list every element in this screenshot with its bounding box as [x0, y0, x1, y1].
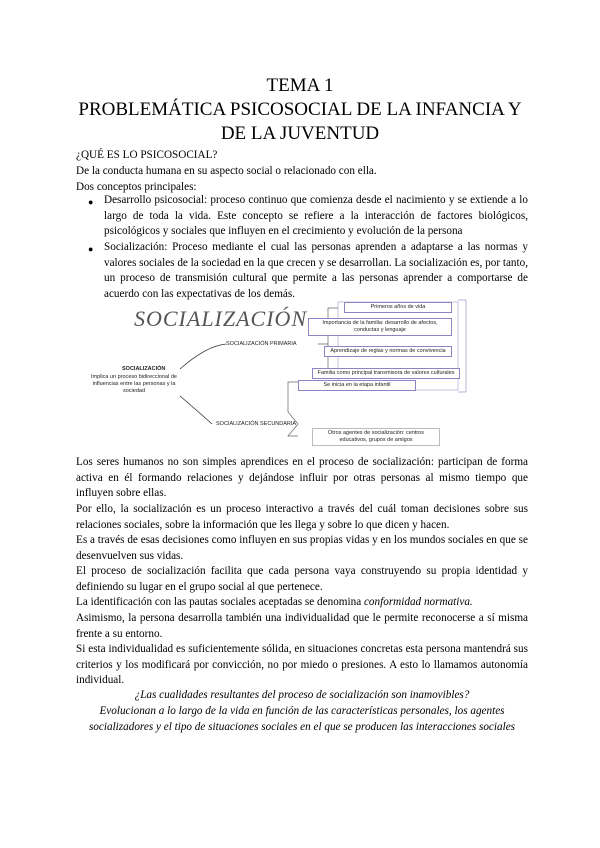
paragraph-6: Si esta individualidad es suficientemente sólida, en situaciones concretas esta persona mantendrá sus criterios y los modificará por convicción, no por miedo o presiones. A esto lo llamamos autonomía individual.	[76, 643, 528, 687]
diagram-center-desc: Implica un proceso bidireccional de influencias entre las personas y la sociedad	[91, 374, 177, 394]
page-subtitle-line1: PROBLEMÁTICA PSICOSOCIAL DE LA INFANCIA Y	[78, 99, 522, 120]
primary-box-1: Primeros años de vida	[344, 302, 452, 313]
diagram-title: SOCIALIZACIÓN	[134, 306, 308, 331]
bullet-marker: ●	[88, 197, 94, 207]
bullet-socializacion: Socialización: Proceso mediante el cual las personas aprenden a adaptarse a las normas y valores sociales de la sociedad en la que crecen y se desarrollan. La socialización es, por tanto, un proceso de transmisión cultural que permite a las personas aprender a comportarse de acuerdo con las expectativas de los demás.	[104, 241, 529, 300]
paragraph-1: Los seres humanos no son simples aprendices en el proceso de socialización: participan de forma activa en él formando relaciones y dejándose influir por otras personas al mismo tiempo que influyen sobre ellas.	[76, 456, 528, 500]
conformity-term: conformidad normativa.	[363, 596, 473, 608]
intro-question: ¿QUÉ ES LO PSICOSOCIAL?	[76, 149, 218, 161]
closing-answer: Evolucionan a lo largo de la vida en función de las características personales, los agentes socializadores y el tipo de situaciones sociales en el que se producen las interacciones sociales	[88, 705, 516, 733]
page-subtitle-line2: DE LA JUVENTUD	[220, 123, 380, 144]
primary-box-3: Aprendizaje de reglas y normas de convivencia	[324, 346, 452, 357]
diagram-center-title: SOCIALIZACIÓN	[122, 366, 166, 372]
diagram-secondary-label: SOCIALIZACIÓN SECUNDARIA	[216, 421, 297, 427]
paragraph-4: El proceso de socialización facilita que cada persona vaya construyendo su propia identidad y definiendo su lugar en el grupo social al que pertenece.	[76, 565, 528, 593]
bullet-desarrollo-psicosocial: Desarrollo psicosocial: proceso continuo que comienza desde el nacimiento y se extiende a lo largo de toda la vida. Este concepto se refiere a la interacción de factores biológicos, psicológicos y sociales que influyen en el crecimiento y evolución de la persona	[104, 194, 528, 238]
conformity-text: La identificación con las pautas sociales aceptadas se denomina	[76, 596, 364, 608]
paragraph-3: Es a través de esas decisiones como influyen en sus propias vidas y en los mundos sociales en que se desenvuelven sus vidas.	[76, 534, 528, 562]
page-title: TEMA 1	[266, 75, 334, 96]
primary-box-2: Importancia de la familia: desarrollo de afectos, conductas y lenguaje	[308, 318, 452, 336]
diagram-primary-label: SOCIALIZACIÓN PRIMARIA	[226, 341, 297, 347]
primary-box-4: Familia como principal transmisora de valores culturales	[312, 368, 460, 379]
secondary-box-1: Se inicia en la etapa infantil	[298, 380, 416, 391]
bullet-marker: ●	[88, 244, 94, 254]
paragraph-2: Por ello, la socialización es un proceso interactivo a través del cuál toman decisiones sobre sus relaciones sociales, sobre la información que les llega y sobre lo que dicen y hacen.	[76, 503, 528, 531]
paragraph-5: Asimismo, la persona desarrolla también una individualidad que le permite reconocerse a sí misma frente a su entorno.	[76, 612, 528, 640]
secondary-box-2: Otros agentes de socialización: centros educativos, grupos de amigos	[312, 428, 440, 446]
concepts-label: Dos conceptos principales:	[76, 181, 197, 193]
socialization-diagram	[76, 296, 536, 446]
closing-question: ¿Las cualidades resultantes del proceso de socialización son inamovibles?	[134, 689, 470, 701]
intro-answer: De la conducta humana en su aspecto social o relacionado con ella.	[76, 165, 377, 177]
paragraph-conformity	[76, 595, 528, 611]
